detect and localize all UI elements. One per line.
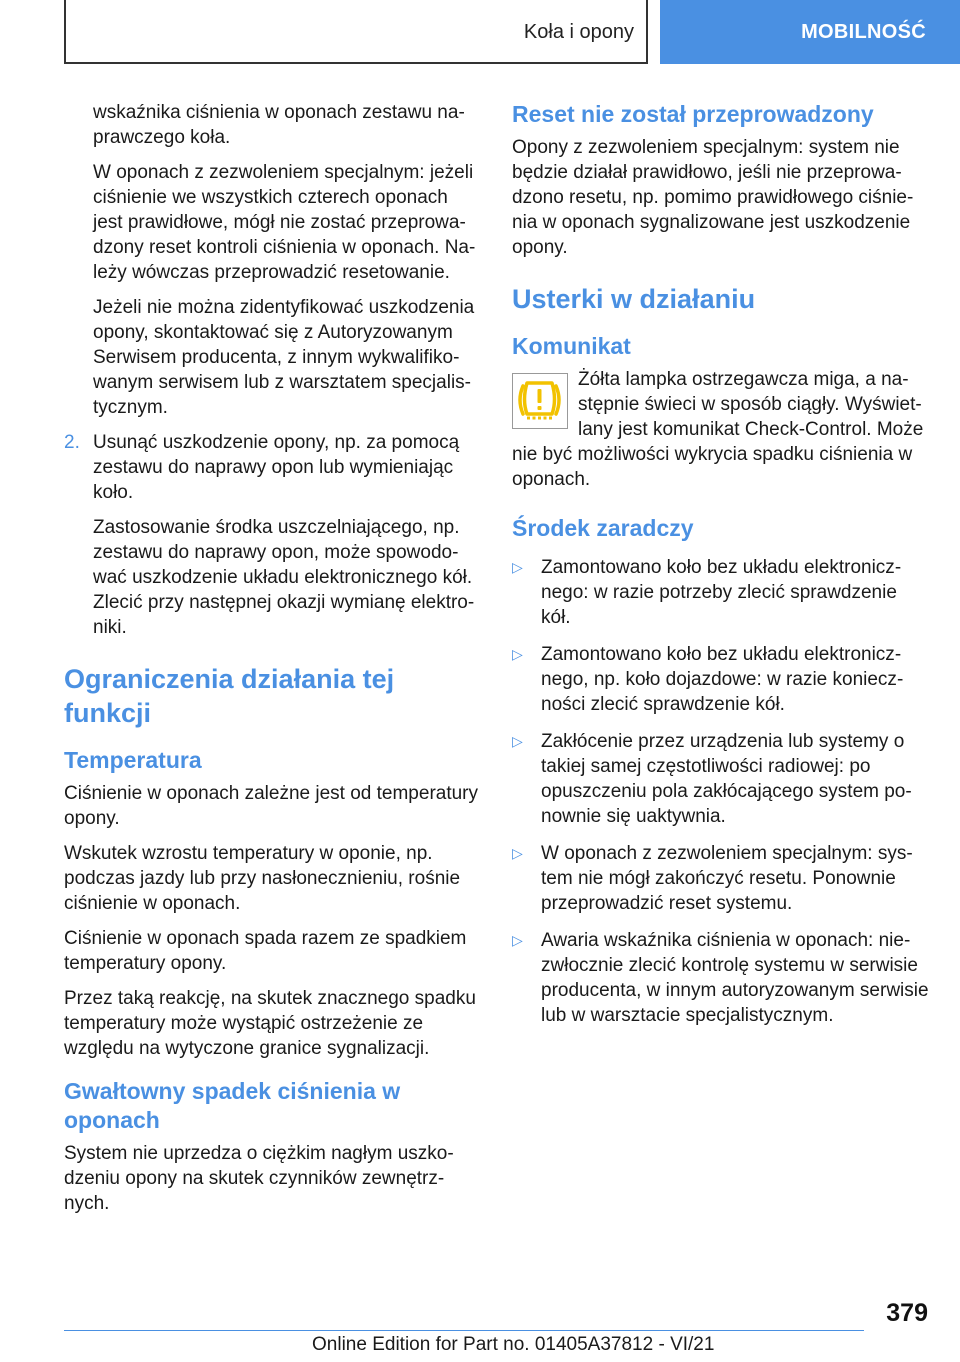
paragraph: Ciśnienie w oponach spada razem ze spadkiem temperatury opony. [64,928,467,974]
paragraph: W oponach z zezwoleniem specjalnym: jeżeli ciśnienie we wszystkich czterech oponach jest prawidłowe, mógł nie zostać przeprowadzony reset kontroli ciśnienia w oponach. Należy wówczas przeprowadzić resetowanie. [93,162,476,283]
paragraph: Zastosowanie środka uszczelniającego, np. zestawu do naprawy opon, może spowodować uszkodzenie układu elektronicznego kół. Zlecić przy następnej okazji wymianę elektroniki. [93,517,475,638]
paragraph: Przez taką reakcję, na skutek znacznego spadku temperatury może wystąpić ostrzeżenie ze względu na wytyczone granice sygnalizacji. [64,988,476,1059]
list-item [512,841,930,916]
footer-edition: Online Edition for Part no. 01405A37812 - VI/21 [312,1334,715,1355]
list-item-text: Zamontowano koło bez układu elektronicznego, np. koło dojazdowe: w razie konieczności zlecić sprawdzenie kół. [541,644,904,715]
step-text: Usunąć uszkodzenie opony, np. za pomocą zestawu do naprawy opon lub wymieniając koło. [93,432,460,503]
page-number: 379 [886,1299,928,1327]
paragraph: Opony z zezwoleniem specjalnym: system nie będzie działał prawidłowo, jeśli nie przeprowadzono resetu, np. pomimo prawidłowego ciśnienia w oponach sygnalizowane jest uszkodzenie opony. [512,137,914,258]
list-item-text: Zamontowano koło bez układu elektronicznego: w razie potrzeby zlecić sprawdzenie kół. [541,557,902,628]
right-column [512,100,930,1040]
paragraph: Ciśnienie w oponach zależne jest od temperatury opony. [64,783,479,829]
step-number: 2. [64,432,80,453]
paragraph: Żółta lampka ostrzegawcza miga, a następnie świeci w sposób ciągły. Wyświetlany jest komunikat Check-Control. Może nie być możliwości wykrycia spadku ciśnienia w oponach. [512,369,924,490]
triangle-right-icon: ▷ [512,559,523,575]
triangle-right-icon: ▷ [512,845,523,861]
list-item-text: W oponach z zezwoleniem specjalnym: system nie mógł zakończyć resetu. Ponownie przeprowadzić reset systemu. [541,843,913,914]
triangle-right-icon: ▷ [512,733,523,749]
list-item [512,555,930,630]
subsection-heading: Reset nie został przeprowadzony [512,101,874,127]
section-heading: Ograniczenia działania tej funkcji [64,664,395,728]
paragraph: Wskutek wzrostu temperatury w oponie, np. podczas jazdy lub przy nasłonecznieniu, rośnie ciśnienie w oponach. [64,843,461,914]
left-column [64,100,482,1226]
list-item-text: Awaria wskaźnika ciśnienia w oponach: niezwłocznie zlecić kontrolę systemu w serwisie producenta, w innym autoryzowanym serwisie lub w warsztacie specjalistycznym. [541,930,929,1026]
triangle-right-icon: ▷ [512,932,523,948]
subsection-heading: Komunikat [512,333,631,359]
header-section-title: Koła i opony [523,20,634,43]
header-chapter-tab: MOBILNOŚĆ [660,0,960,64]
numbered-step [64,430,482,505]
section-heading: Usterki w działaniu [512,284,756,314]
paragraph: Jeżeli nie można zidentyfikować uszkodzenia opony, skontaktować się z Autoryzowanym Serwisem producenta, z innym wykwalifikowanym serwisem lub z warsztatem specjalistycznym. [93,297,475,418]
list-item [512,729,930,829]
list-item-text: Zakłócenie przez urządzenia lub systemy o takiej samej częstotliwości radiowej: po opuszczeniu pola zakłócającego system ponownie się uaktywnia. [541,731,912,827]
paragraph: wskaźnika ciśnienia w oponach zestawu naprawczego koła. [93,102,465,148]
triangle-right-icon: ▷ [512,646,523,662]
list-item [512,928,930,1028]
subsection-heading: Środek zaradczy [512,515,694,541]
subsection-heading: Temperatura [64,747,202,773]
tire-pressure-warning-icon [512,373,568,429]
paragraph: System nie uprzedza o ciężkim nagłym uszkodzeniu opony na skutek czynników zewnętrznych. [64,1143,454,1214]
message-block [512,367,930,492]
footer-divider [64,1330,864,1331]
list-item [512,642,930,717]
subsection-heading: Gwałtowny spadek ciśnienia w oponach [64,1078,401,1133]
